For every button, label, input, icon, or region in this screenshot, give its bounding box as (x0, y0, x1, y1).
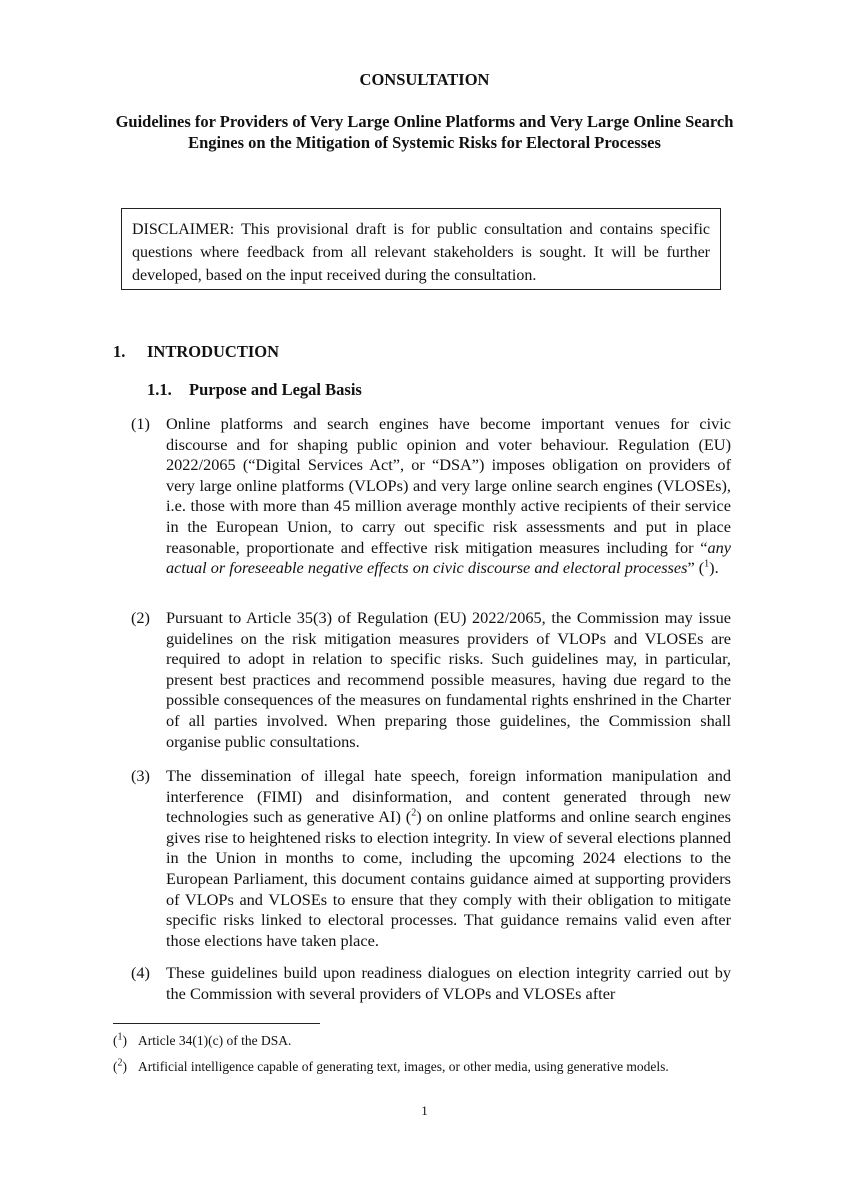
paragraph-text-part: The dissemination of illegal hate speech, foreign information manipulation and interference (FIMI) and disinformation, and content generated through new technologies such as generative AI) ( (166, 766, 731, 827)
document-title: CONSULTATION (359, 70, 490, 89)
footnote-marker-number: 1 (117, 1031, 123, 1043)
footnote-marker-paren: ( (113, 1033, 118, 1048)
paragraph-text (166, 414, 731, 579)
paragraph-text: These guidelines build upon readiness dialogues on election integrity carried out by the Commission with several providers of VLOPs and VLOSEs after (166, 963, 731, 1003)
footnote-text: Article 34(1)(c) of the DSA. (138, 1033, 292, 1048)
paragraph-text (166, 766, 731, 951)
paragraph-number: (2) (131, 608, 150, 627)
footnote-marker (113, 1032, 138, 1049)
page-number: 1 (421, 1103, 428, 1118)
footnote-2 (113, 1058, 669, 1075)
footnote-1 (113, 1032, 291, 1049)
paragraph-text-part: ) on online platforms and online search engines gives rise to heightened risks to election integrity. In view of several elections planned in the Union in months to come, including the upcoming 2024 elections to the European Parliament, this document contains guidance aimed at supporting providers of VLOPs and VLOSEs to ensure that they comply with their obligation to mitigate specific risks linked to electoral processes. That guidance remains valid even after those elections have taken place. (166, 807, 731, 950)
paragraph-text-part: ). (709, 558, 719, 578)
section-title: INTRODUCTION (147, 342, 280, 361)
subsection-title: Purpose and Legal Basis (189, 380, 362, 399)
footnote-ref[interactable]: 1 (704, 558, 710, 570)
paragraph-2 (131, 608, 731, 752)
footnote-marker-paren: ) (122, 1033, 127, 1048)
paragraph-number: (4) (131, 963, 150, 982)
section-heading (113, 342, 279, 362)
paragraph-1 (131, 414, 731, 579)
footnote-marker-paren: ( (113, 1059, 118, 1074)
footnote-marker-number: 2 (117, 1057, 123, 1069)
disclaimer-box: DISCLAIMER: This provisional draft is for public consultation and contains specific questions where feedback from all relevant stakeholders is sought. It will be further developed, based on the input received during the consultation. (121, 208, 721, 290)
footnote-text: Artificial intelligence capable of generating text, images, or other media, using generative models. (138, 1059, 669, 1074)
paragraph-quote: any actual or foreseeable negative effects on civic discourse and electoral processes (166, 537, 731, 578)
subsection-number: 1.1. (147, 380, 172, 399)
paragraph-text-part: ” ( (687, 558, 705, 578)
paragraph-number: (3) (131, 766, 150, 785)
paragraph-number: (1) (131, 414, 150, 433)
section-number: 1. (113, 342, 126, 361)
paragraph-3 (131, 766, 731, 951)
document-subtitle: Guidelines for Providers of Very Large Online Platforms and Very Large Online Search Engines on the Mitigation of Systemic Risks for Electoral Processes (115, 112, 734, 152)
paragraph-text-part: Online platforms and search engines have become important venues for civic discourse and for shaping public opinion and voter behaviour. Regulation (EU) 2022/2065 (“Digital Services Act”, or “DSA”) imposes obligation on providers of very large online platforms (VLOPs) and very large online search engines (VLOSEs), i.e. those with more than 45 million average monthly active recipients of their service in the European Union, to carry out specific risk assessments and put in place reasonable, proportionate and effective risk mitigation measures including for “ (166, 414, 731, 557)
subsection-heading (147, 380, 362, 400)
footnote-ref[interactable]: 2 (411, 807, 417, 819)
footnote-marker-paren: ) (122, 1059, 127, 1074)
footnote-marker (113, 1058, 138, 1075)
footnote-divider (113, 1023, 320, 1024)
paragraph-4 (131, 963, 731, 1004)
paragraph-text: Pursuant to Article 35(3) of Regulation (EU) 2022/2065, the Commission may issue guidelines on the risk mitigation measures providers of VLOPs and VLOSEs are required to adopt in relation to specific risks. Such guidelines may, in particular, present best practices and recommend possible measures, having due regard to the possible consequences of the measures on fundamental rights enshrined in the Charter of all parties involved. When preparing those guidelines, the Commission shall organise public consultations. (166, 608, 731, 751)
